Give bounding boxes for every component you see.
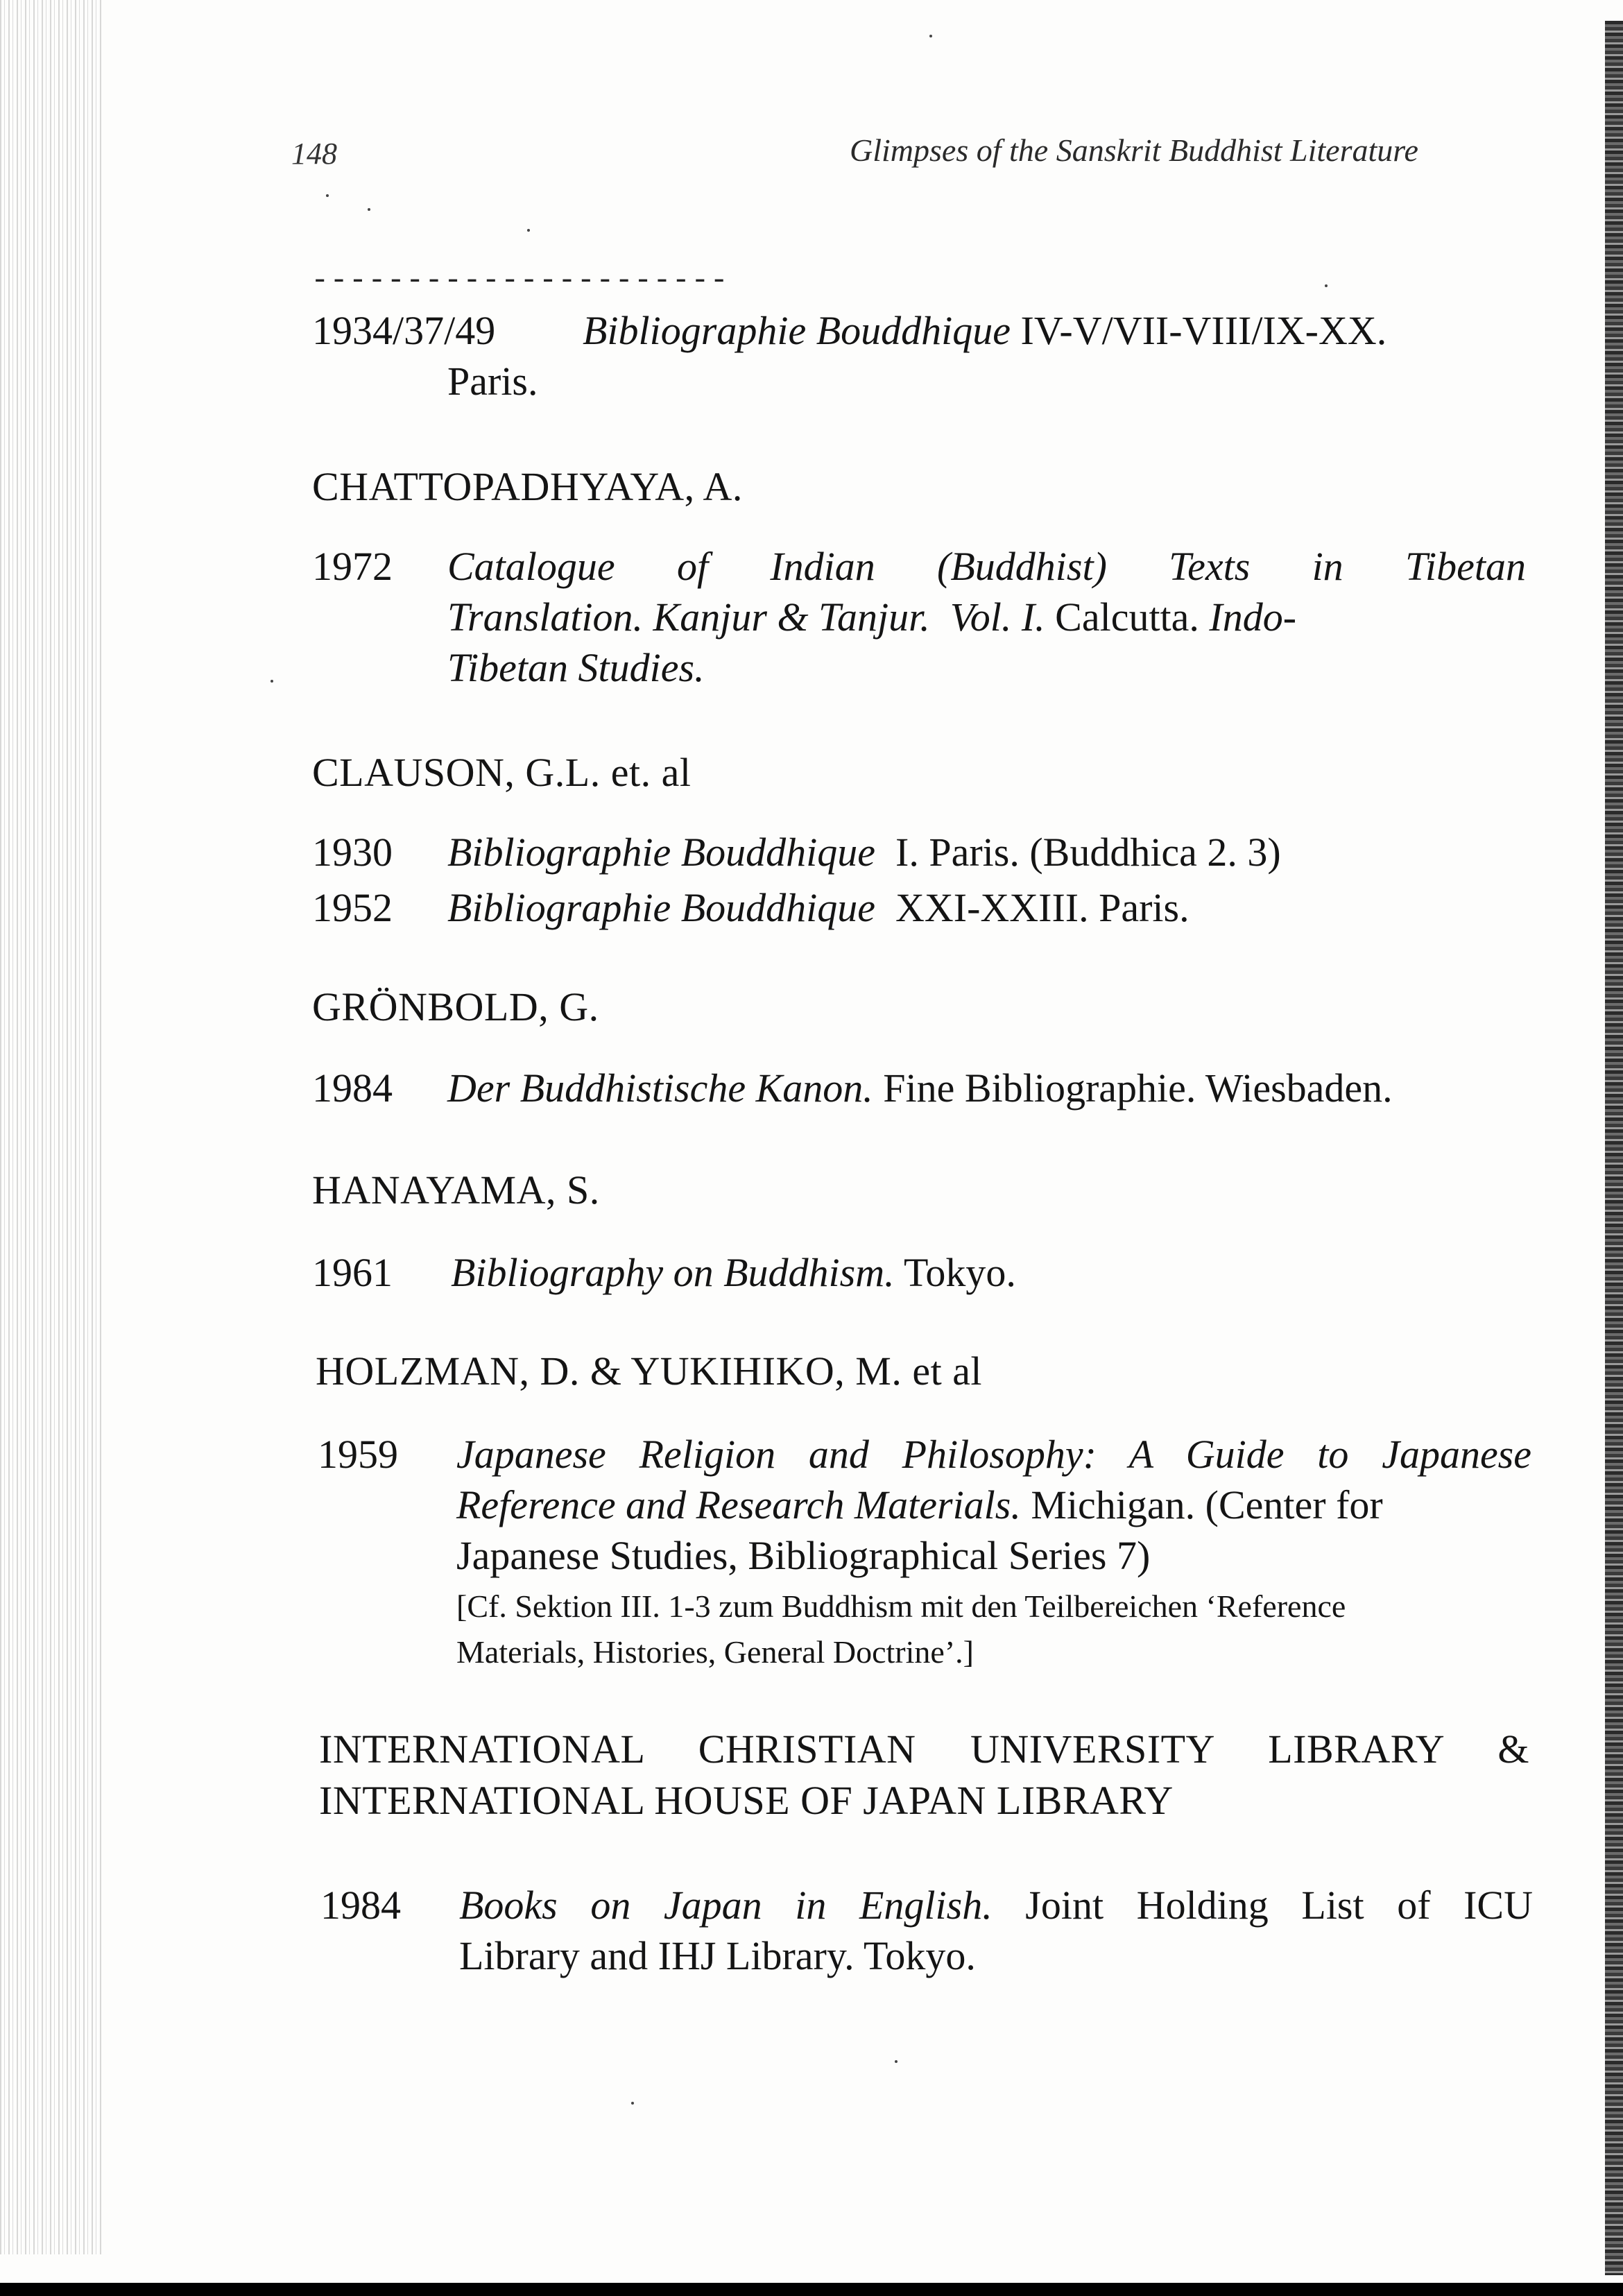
entry-place: Paris.: [447, 359, 538, 404]
entry-series-continued: Tibetan Studies.: [447, 645, 705, 690]
scan-speck: [631, 2102, 634, 2105]
entry-year: 1959: [318, 1432, 398, 1477]
entry-year: 1984: [312, 1065, 393, 1111]
entry-place: Calcutta.: [1055, 594, 1199, 640]
entry-volume: Vol. I.: [950, 594, 1045, 640]
entry-note: [Cf. Sektion III. 1-3 zum Buddhism mit den Teilbereichen ‘Reference: [456, 1588, 1346, 1624]
entry-year: 1972: [312, 544, 393, 589]
entry-title: Der Buddhistische Kanon.: [447, 1065, 873, 1111]
author-heading-line1: INTERNATIONAL CHRISTIAN UNIVERSITY LIBRARY &: [319, 1727, 1529, 1772]
scan-bottom-edge: [0, 2283, 1623, 2296]
scan-speck: [326, 194, 329, 197]
entry-title: Japanese Religion and Philosophy: A Guide to Japanese: [456, 1432, 1531, 1477]
author-heading: CLAUSON, G.L. et. al: [312, 750, 692, 795]
entry-year: 1952: [312, 885, 393, 930]
page-number: 148: [291, 137, 337, 171]
entry-details: Michigan. (Center for: [1031, 1482, 1383, 1527]
scan-speck: [1325, 284, 1328, 287]
running-title: Glimpses of the Sanskrit Buddhist Literature: [850, 132, 1418, 168]
bibliography-entry: [312, 305, 1526, 406]
scan-speck: [929, 35, 932, 37]
entry-title-continued: Reference and Research Materials.: [456, 1482, 1021, 1527]
entry-title: Bibliography on Buddhism.: [451, 1250, 895, 1295]
author-repeat-rule: ----------------------: [311, 264, 729, 298]
binding-shadow: [0, 0, 104, 2254]
entry-title-continued: Translation. Kanjur & Tanjur.: [447, 594, 930, 640]
author-heading: HANAYAMA, S.: [312, 1167, 600, 1213]
entry-details: IV-V/VII-VIII/IX-XX.: [1020, 308, 1387, 353]
scan-speck: [270, 680, 273, 683]
author-heading-line2: INTERNATIONAL HOUSE OF JAPAN LIBRARY: [319, 1778, 1174, 1823]
entry-title: Bibliographie Bouddhique: [447, 885, 875, 930]
entry-year: 1934/37/49: [312, 308, 496, 353]
entry-place: Tokyo.: [904, 1250, 1016, 1295]
author-heading: GRÖNBOLD, G.: [312, 984, 599, 1029]
scan-speck: [368, 208, 370, 211]
entry-series: Indo-: [1209, 594, 1297, 640]
entry-details-continued: Library and IHJ Library. Tokyo.: [459, 1933, 976, 1978]
author-heading: [319, 1724, 1529, 1826]
scan-speck: [895, 2060, 898, 2063]
entry-title: Catalogue of Indian (Buddhist) Texts in Tibetan: [447, 544, 1526, 589]
entry-note-continued: Materials, Histories, General Doctrine’.]: [456, 1634, 974, 1670]
entry-details: I. Paris. (Buddhica 2. 3): [895, 830, 1281, 875]
entry-year: 1961: [312, 1250, 393, 1295]
entry-year: 1984: [320, 1883, 401, 1928]
entry-series: Japanese Studies, Bibliographical Series 7): [456, 1533, 1151, 1578]
scan-speck: [527, 229, 530, 232]
entry-details: XXI-XXIII. Paris.: [895, 885, 1190, 930]
page-edge-shadow: [1605, 21, 1623, 2275]
author-heading: CHATTOPADHYAYA, A.: [312, 464, 743, 509]
entry-title: Bibliographie Bouddhique: [447, 830, 875, 875]
entry-title: Bibliographie Bouddhique: [583, 308, 1011, 353]
entry-details: Joint Holding List of ICU: [1025, 1883, 1534, 1928]
entry-details: Fine Bibliographie. Wiesbaden.: [883, 1065, 1393, 1111]
entry-title: Books on Japan in English.: [459, 1883, 993, 1928]
author-heading: HOLZMAN, D. & YUKIHIKO, M. et al: [316, 1348, 983, 1394]
entry-year: 1930: [312, 830, 393, 875]
